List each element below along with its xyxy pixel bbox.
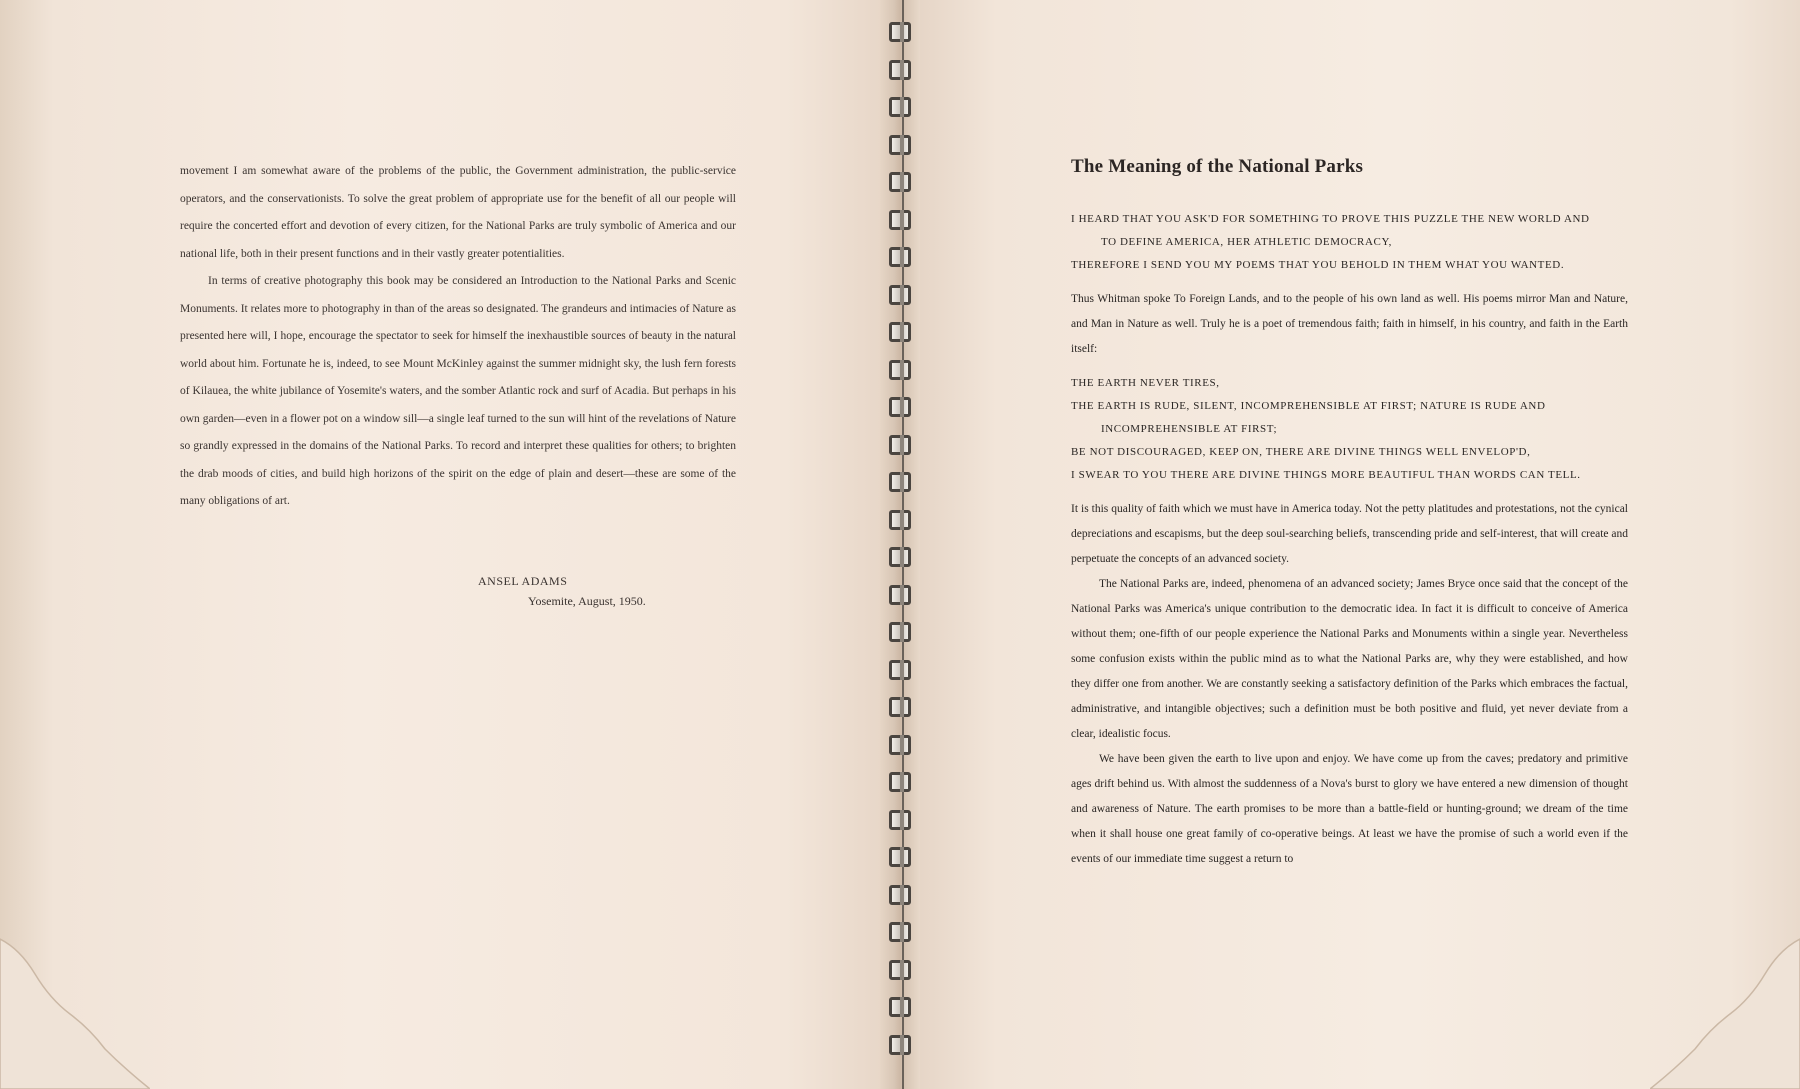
binding-coil: [889, 435, 911, 455]
place-date: Yosemite, August, 1950.: [528, 594, 646, 608]
left-paragraph-1: movement I am somewhat aware of the problems of the public, the Government administration, the public-service operators, and the conservationists. To solve the great problem of appropriate use for the benefit of all our people will require the concerted effort and devotion of every citizen, for the National Parks are truly symbolic of America and our national life, both in their present functions and in their vastly greater potentialities.: [180, 165, 736, 260]
right-paragraph-3: The National Parks are, indeed, phenomena of an advanced society; James Bryce once said that the concept of the National Parks was America's unique contribution to the democratic idea. In fact it is difficult to conceive of America without them; one-fifth of our people experience the National Parks and Monuments within a single year. Nevertheless some confusion exists within the public mind as to what the National Parks are, why they were established, and how they differ one from another. We are constantly seeking a satisfactory definition of the Parks which embraces the factual, administrative, and intangible objectives; such a definition must be both positive and fluid, yet never deviate from a clear, idealistic focus.: [1071, 578, 1628, 740]
binding-coil: [889, 397, 911, 417]
binding-coil: [889, 622, 911, 642]
verse-line: I SWEAR TO YOU THERE ARE DIVINE THINGS MORE BEAUTIFUL THAN WORDS CAN TELL.: [1071, 469, 1581, 481]
binding-coil: [889, 772, 911, 792]
verse-line: BE NOT DISCOURAGED, KEEP ON, THERE ARE DIVINE THINGS WELL ENVELOP'D,: [1071, 446, 1531, 458]
right-paragraph-4: We have been given the earth to live upon and enjoy. We have come up from the caves; predatory and primitive ages drift behind us. With almost the suddenness of a Nova's burst to glory we have entered a new dimension of thought and awareness of Nature. The earth promises to be more than a battle-field or hunting-ground; we dream of the time when it shall house one great family of co-operative beings. At least we have the promise of such a world even if the events of our immediate time suggest a return to: [1071, 753, 1628, 865]
binding-coil: [889, 735, 911, 755]
binding-coil: [889, 22, 911, 42]
binding-coil: [889, 510, 911, 530]
binding-coil: [889, 247, 911, 267]
whitman-verse-2: [1071, 372, 1628, 487]
verse-line: I HEARD THAT YOU ASK'D FOR SOMETHING TO PROVE THIS PUZZLE THE NEW WORLD AND: [1071, 213, 1590, 225]
whitman-verse-1: [1071, 208, 1628, 277]
left-paragraph-2: In terms of creative photography this book may be considered an Introduction to the National Parks and Scenic Monuments. It relates more to photography in than of the areas so designated. The grandeurs and intimacies of Nature as presented here will, I hope, encourage the spectator to seek for himself the inexhaustible sources of beauty in the natural world about him. Fortunate he is, indeed, to see Mount McKinley against the summer midnight sky, the lush fern forests of Kilauea, the white jubilance of Yosemite's waters, and the somber Atlantic rock and surf of Acadia. But perhaps in his own garden—even in a flower pot on a window sill—a single leaf turned to the sun will hint of the revelations of Nature so grandly expressed in the domains of the National Parks. To record and interpret these qualities for others; to brighten the drab moods of cities, and build high horizons of the spirit on the edge of plain and desert—these are some of the many obligations of art.: [180, 275, 736, 507]
right-paragraph-2: It is this quality of faith which we must have in America today. Not the petty platitudes and protestations, not the cynical depreciations and escapisms, but the deep soul-searching beliefs, transcending pride and self-interest, that will create and perpetuate the concepts of an advanced society.: [1071, 503, 1628, 565]
chapter-title: The Meaning of the National Parks: [1071, 156, 1364, 177]
verse-line: THE EARTH IS RUDE, SILENT, INCOMPREHENSIBLE AT FIRST; NATURE IS RUDE AND: [1071, 400, 1546, 412]
verse-line: THE EARTH NEVER TIRES,: [1071, 377, 1220, 389]
verse-line: INCOMPREHENSIBLE AT FIRST;: [1101, 423, 1278, 435]
verse-line: TO DEFINE AMERICA, HER ATHLETIC DEMOCRACY,: [1101, 236, 1392, 248]
binding-coil: [889, 172, 911, 192]
binding-coil: [889, 472, 911, 492]
spiral-binding: [886, 22, 916, 1082]
binding-coil: [889, 660, 911, 680]
binding-coil: [889, 697, 911, 717]
binding-coil: [889, 885, 911, 905]
binding-coil: [889, 135, 911, 155]
author-signature: ANSEL ADAMS: [478, 574, 568, 588]
binding-coil: [889, 960, 911, 980]
verse-line: THEREFORE I SEND YOU MY POEMS THAT YOU BEHOLD IN THEM WHAT YOU WANTED.: [1071, 259, 1565, 271]
binding-coil: [889, 847, 911, 867]
right-paragraph-1: Thus Whitman spoke To Foreign Lands, and to the people of his own land as well. His poems mirror Man and Nature, and Man in Nature as well. Truly he is a poet of tremendous faith; faith in himself, in his country, and faith in the Earth itself:: [1071, 293, 1628, 355]
binding-coil: [889, 810, 911, 830]
binding-coil: [889, 547, 911, 567]
binding-coil: [889, 285, 911, 305]
binding-coil: [889, 585, 911, 605]
binding-coil: [889, 60, 911, 80]
binding-coil: [889, 360, 911, 380]
binding-coil: [889, 210, 911, 230]
binding-coil: [889, 1035, 911, 1055]
torn-corner-left: [0, 919, 150, 1089]
torn-corner-right: [1650, 919, 1800, 1089]
left-page-text: [180, 158, 736, 516]
right-page-text: [1071, 156, 1628, 872]
binding-coil: [889, 322, 911, 342]
binding-coil: [889, 97, 911, 117]
binding-coil: [889, 997, 911, 1017]
binding-coil: [889, 922, 911, 942]
